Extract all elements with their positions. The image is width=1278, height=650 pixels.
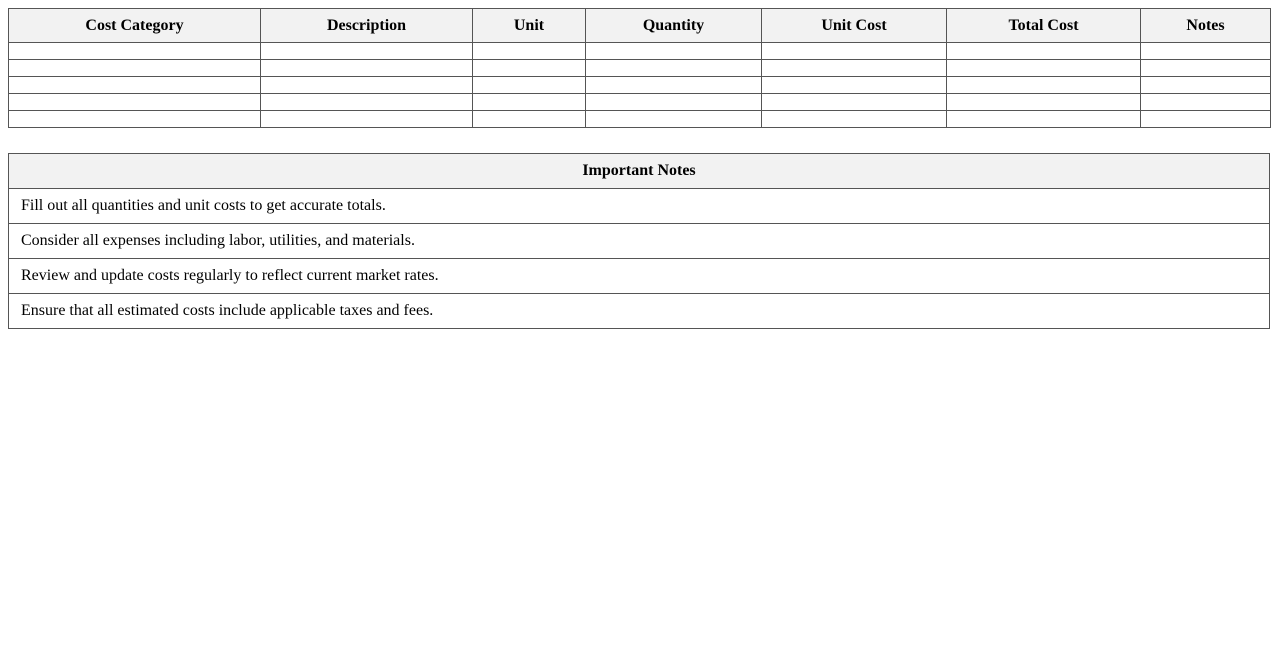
- cell-quantity[interactable]: [586, 43, 762, 60]
- note-row: [9, 224, 1270, 259]
- cell-quantity[interactable]: [586, 111, 762, 128]
- cell-unit-cost[interactable]: [762, 77, 947, 94]
- cell-description[interactable]: [261, 60, 473, 77]
- cell-quantity[interactable]: [586, 60, 762, 77]
- table-row: [9, 43, 1271, 60]
- header-unit: Unit: [473, 9, 586, 43]
- cell-notes[interactable]: [1141, 43, 1271, 60]
- cell-unit[interactable]: [473, 43, 586, 60]
- cell-description[interactable]: [261, 111, 473, 128]
- note-row: [9, 294, 1270, 329]
- cell-unit[interactable]: [473, 60, 586, 77]
- header-quantity: Quantity: [586, 9, 762, 43]
- cell-cost-category[interactable]: [9, 60, 261, 77]
- cell-unit-cost[interactable]: [762, 111, 947, 128]
- notes-header-row: [9, 154, 1270, 189]
- cell-description[interactable]: [261, 43, 473, 60]
- cell-cost-category[interactable]: [9, 111, 261, 128]
- header-cost-category: Cost Category: [9, 9, 261, 43]
- cell-unit-cost[interactable]: [762, 94, 947, 111]
- cell-unit[interactable]: [473, 111, 586, 128]
- cell-total-cost[interactable]: [947, 77, 1141, 94]
- cell-description[interactable]: [261, 94, 473, 111]
- note-item: Ensure that all estimated costs include applicable taxes and fees.: [9, 294, 1270, 329]
- cell-unit[interactable]: [473, 77, 586, 94]
- cell-unit-cost[interactable]: [762, 60, 947, 77]
- cell-total-cost[interactable]: [947, 43, 1141, 60]
- important-notes-table: [8, 153, 1270, 329]
- table-row: [9, 111, 1271, 128]
- table-row: [9, 60, 1271, 77]
- header-total-cost: Total Cost: [947, 9, 1141, 43]
- table-row: [9, 94, 1271, 111]
- cell-notes[interactable]: [1141, 111, 1271, 128]
- note-item: Consider all expenses including labor, utilities, and materials.: [9, 224, 1270, 259]
- header-unit-cost: Unit Cost: [762, 9, 947, 43]
- cell-total-cost[interactable]: [947, 60, 1141, 77]
- header-description: Description: [261, 9, 473, 43]
- note-item: Fill out all quantities and unit costs to get accurate totals.: [9, 189, 1270, 224]
- note-row: [9, 259, 1270, 294]
- cell-notes[interactable]: [1141, 60, 1271, 77]
- cost-table-header-row: [9, 9, 1271, 43]
- cell-unit-cost[interactable]: [762, 43, 947, 60]
- cell-notes[interactable]: [1141, 94, 1271, 111]
- cell-cost-category[interactable]: [9, 77, 261, 94]
- cell-total-cost[interactable]: [947, 111, 1141, 128]
- notes-title: Important Notes: [9, 154, 1270, 189]
- note-row: [9, 189, 1270, 224]
- table-row: [9, 77, 1271, 94]
- header-notes: Notes: [1141, 9, 1271, 43]
- note-item: Review and update costs regularly to reflect current market rates.: [9, 259, 1270, 294]
- cell-quantity[interactable]: [586, 94, 762, 111]
- cell-total-cost[interactable]: [947, 94, 1141, 111]
- cell-description[interactable]: [261, 77, 473, 94]
- cell-cost-category[interactable]: [9, 94, 261, 111]
- cell-notes[interactable]: [1141, 77, 1271, 94]
- cell-cost-category[interactable]: [9, 43, 261, 60]
- cell-unit[interactable]: [473, 94, 586, 111]
- cell-quantity[interactable]: [586, 77, 762, 94]
- cost-estimate-table: [8, 8, 1271, 128]
